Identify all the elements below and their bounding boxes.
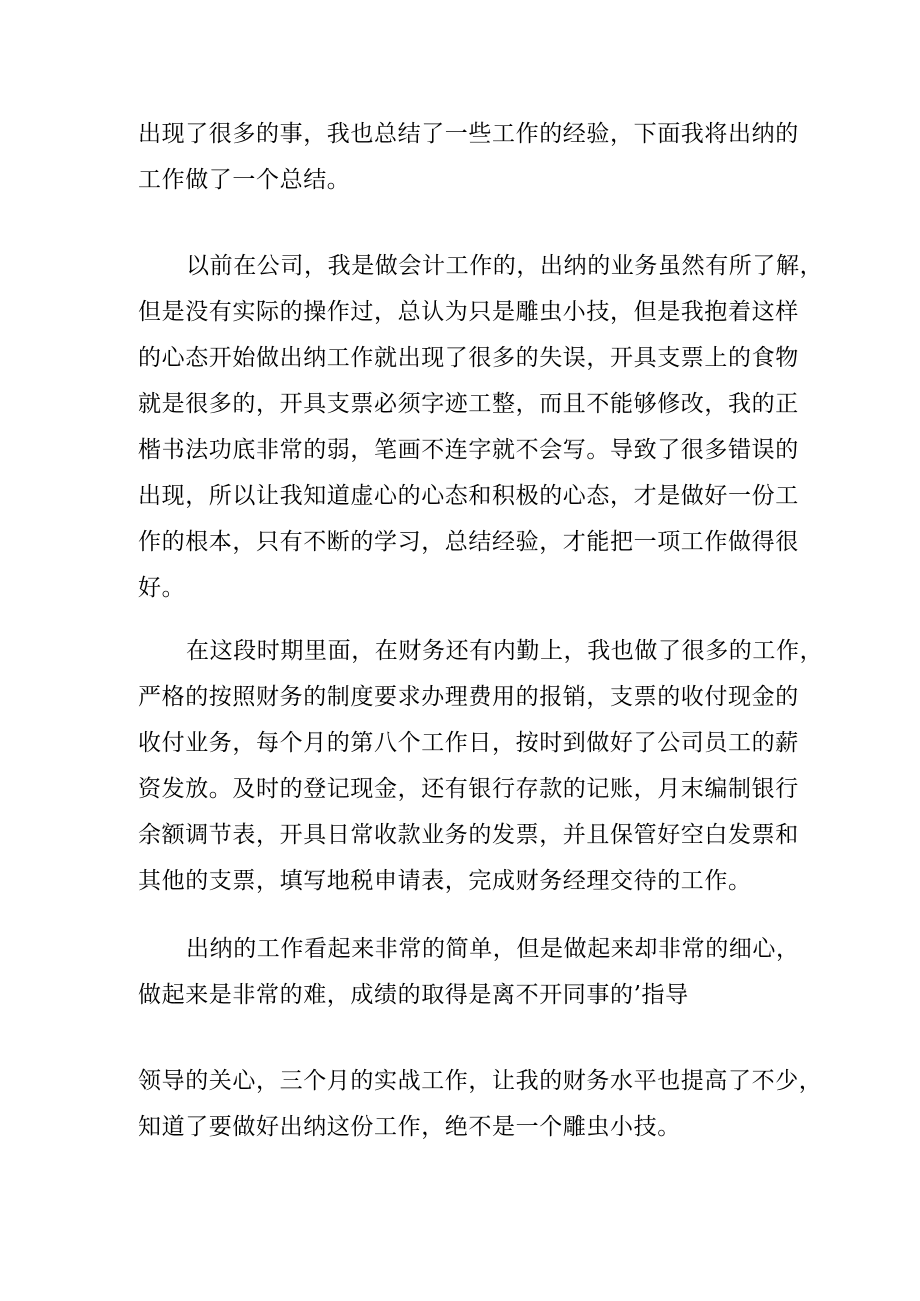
paragraph-5 <box>138 1058 823 1150</box>
text-line: 就是很多的，开具支票必须字迹工整，而且不能够修改，我的正 <box>138 391 799 417</box>
text-line: 知道了要做好出纳这份工作，绝不是一个雕虫小技。 <box>138 1114 681 1140</box>
text-line: 余额调节表，开具日常收款业务的发票，并且保管好空白发票和 <box>138 822 799 848</box>
text-line: 出纳的工作看起来非常的简单，但是做起来却非常的细心， <box>186 936 800 962</box>
text-line: 但是没有实际的操作过，总认为只是雕虫小技，但是我抱着这样 <box>138 299 799 325</box>
paragraph-4 <box>138 926 800 1018</box>
text-line: 出现，所以让我知道虚心的心态和积极的心态，才是做好一份工 <box>138 483 799 509</box>
text-line: 在这段时期里面，在财务还有内勤上，我也做了很多的工作， <box>186 638 824 664</box>
text-line: 楷书法功底非常的弱，笔画不连字就不会写。导致了很多错误的 <box>138 437 799 463</box>
paragraph-3 <box>138 628 824 904</box>
text-line: 的心态开始做出纳工作就出现了很多的失误，开具支票上的食物 <box>138 345 799 371</box>
text-line: 工作做了一个总结。 <box>138 167 351 193</box>
text-line: 以前在公司，我是做会计工作的，出纳的业务虽然有所了解， <box>186 253 824 279</box>
text-line: 资发放。及时的登记现金，还有银行存款的记账，月末编制银行 <box>138 776 799 802</box>
paragraph-1 <box>138 111 799 203</box>
text-line: 收付业务，每个月的第八个工作日，按时到做好了公司员工的薪 <box>138 730 799 756</box>
text-line: 领导的关心，三个月的实战工作，让我的财务水平也提高了不少， <box>138 1068 823 1094</box>
text-line: 作的根本，只有不断的学习，总结经验，才能把一项工作做得很 <box>138 529 799 555</box>
paragraph-2 <box>138 243 824 611</box>
text-line: 好。 <box>138 575 186 601</box>
text-line: 严格的按照财务的制度要求办理费用的报销，支票的收付现金的 <box>138 684 799 710</box>
text-line: 出现了很多的事，我也总结了一些工作的经验，下面我将出纳的 <box>138 121 799 147</box>
text-line: 其他的支票，填写地税申请表，完成财务经理交待的工作。 <box>138 868 752 894</box>
text-line: 做起来是非常的难，成绩的取得是离不开同事的’指导 <box>138 982 689 1008</box>
